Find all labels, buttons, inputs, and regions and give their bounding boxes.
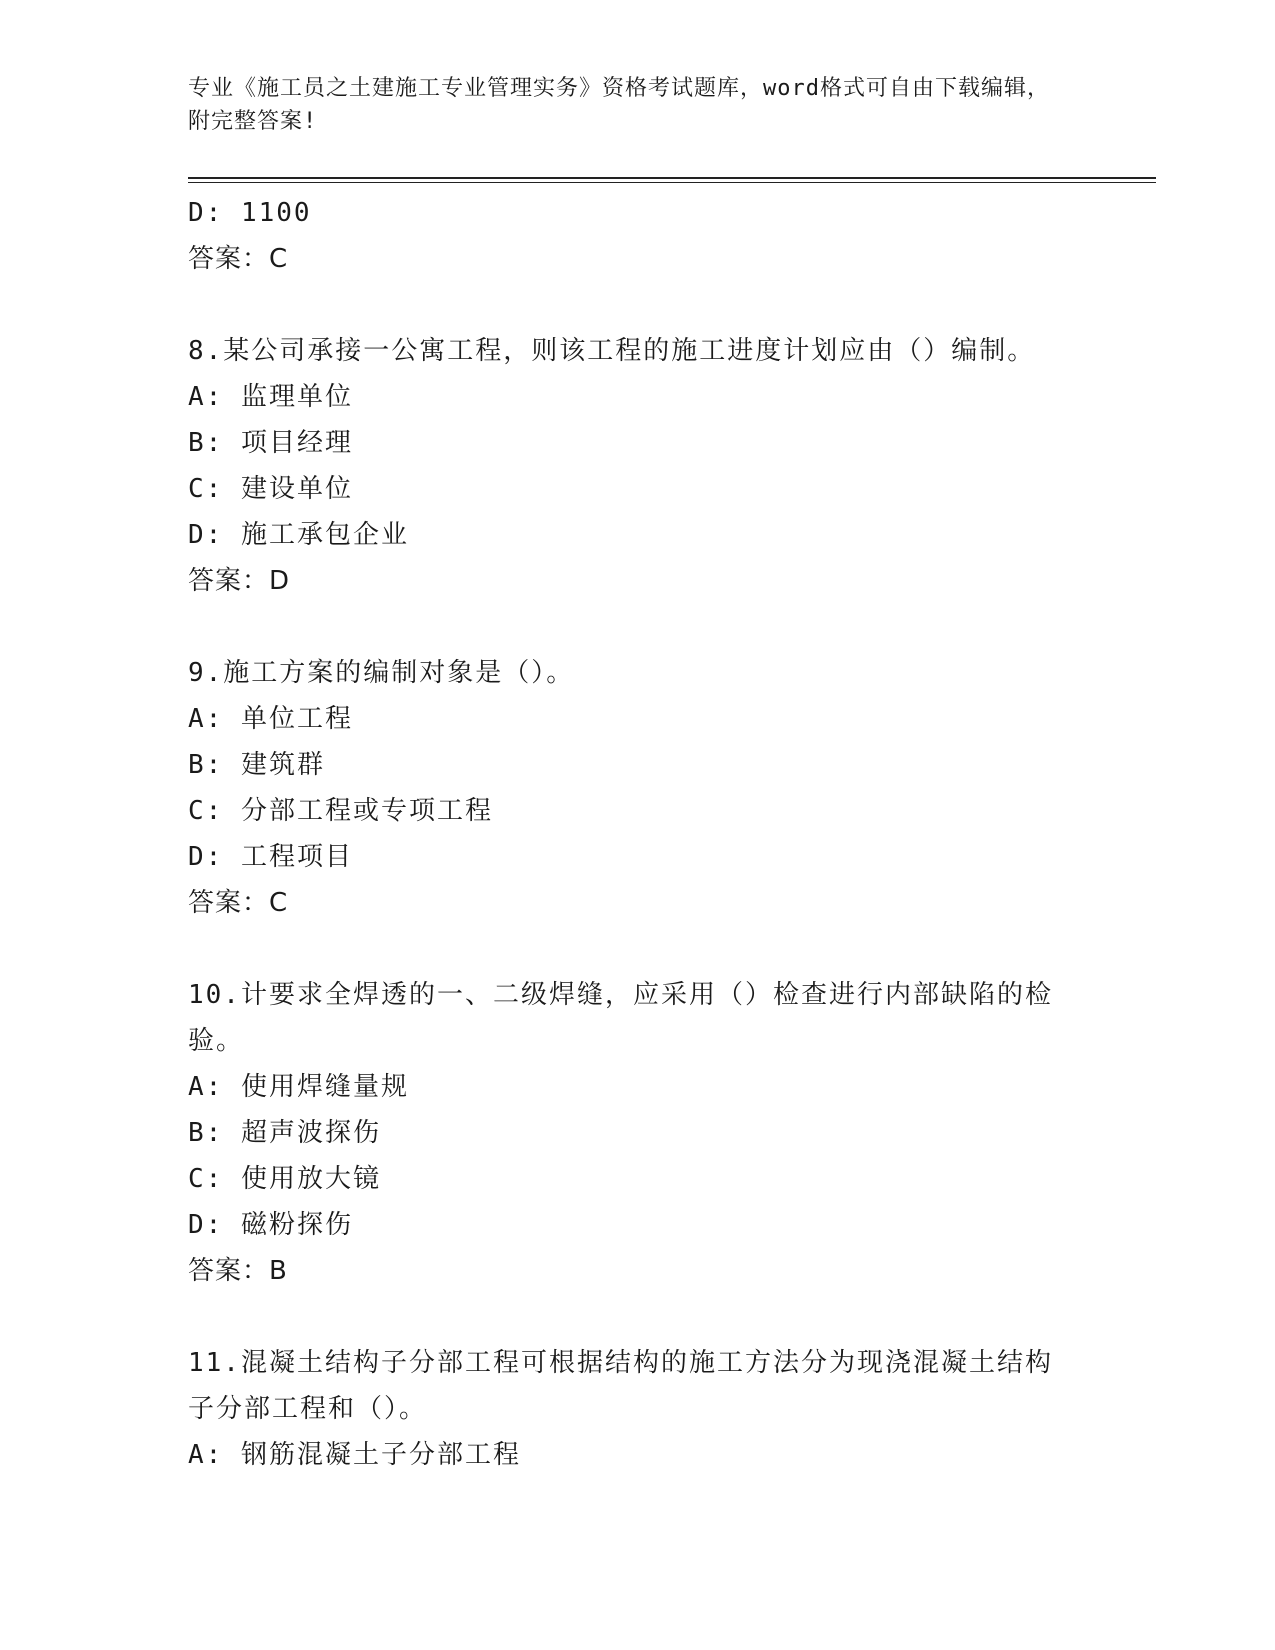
question-11 — [188, 1340, 1088, 1478]
spacer — [188, 282, 1088, 328]
spacer — [188, 604, 1088, 650]
answer: 答案：C — [188, 888, 289, 918]
question-stem: 8.某公司承接一公寓工程，则该工程的施工进度计划应由（）编制。 — [188, 336, 1036, 366]
question-stem-line2: 子分部工程和（）。 — [188, 1394, 428, 1424]
question-9 — [188, 650, 1088, 926]
spacer — [188, 926, 1088, 972]
option-d: D: 磁粉探伤 — [188, 1210, 353, 1240]
header-divider-thin — [188, 182, 1156, 183]
option-a: A: 单位工程 — [188, 704, 353, 734]
question-stem-line2: 验。 — [188, 1026, 245, 1056]
question-stem: 9.施工方案的编制对象是（）。 — [188, 658, 575, 688]
question-list — [188, 190, 1088, 1478]
option-c: C: 建设单位 — [188, 474, 353, 504]
option-c: C: 分部工程或专项工程 — [188, 796, 493, 826]
option-b: B: 超声波探伤 — [188, 1118, 381, 1148]
prev-answer: 答案：C — [188, 244, 289, 274]
question-8 — [188, 328, 1088, 604]
question-10 — [188, 972, 1088, 1294]
option-d: D: 施工承包企业 — [188, 520, 409, 550]
option-b: B: 建筑群 — [188, 750, 325, 780]
question-stem-line1: 10.计要求全焊透的一、二级焊缝，应采用（）检查进行内部缺陷的检 — [188, 980, 1053, 1010]
option-a: A: 钢筋混凝土子分部工程 — [188, 1440, 521, 1470]
option-a: A: 监理单位 — [188, 382, 353, 412]
spacer — [188, 1294, 1088, 1340]
page-header: 专业《施工员之土建施工专业管理实务》资格考试题库，word格式可自由下载编辑，附完整答案! — [188, 76, 1050, 134]
option-d: D: 工程项目 — [188, 842, 353, 872]
answer: 答案：D — [188, 566, 291, 596]
question-stem-line1: 11.混凝土结构子分部工程可根据结构的施工方法分为现浇混凝土结构 — [188, 1348, 1053, 1378]
answer: 答案：B — [188, 1256, 288, 1286]
header-divider-thick — [188, 177, 1156, 179]
option-b: B: 项目经理 — [188, 428, 353, 458]
option-a: A: 使用焊缝量规 — [188, 1072, 409, 1102]
option-c: C: 使用放大镜 — [188, 1164, 381, 1194]
prev-option-d: D: 1100 — [188, 198, 312, 228]
